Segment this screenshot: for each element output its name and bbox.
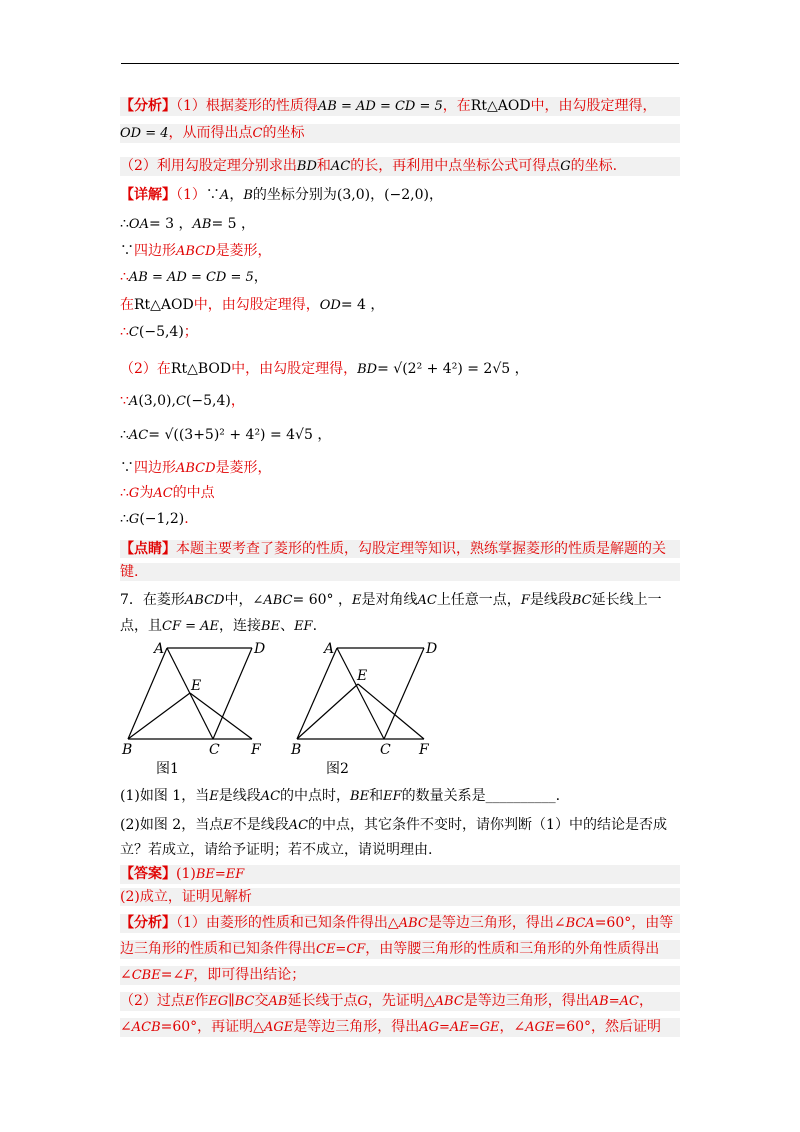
- text-run: 【分析】: [120, 915, 176, 931]
- fig2-label-C: C: [380, 742, 391, 758]
- text-line: [120, 966, 680, 985]
- text-run: AC: [330, 159, 351, 174]
- fig2-label-B: B: [291, 742, 302, 758]
- text-run: OD = 4: [120, 126, 169, 141]
- text-run: 延长线上一: [591, 592, 662, 608]
- text-run: F: [520, 593, 530, 608]
- text-run: A: [128, 394, 139, 409]
- fig2-label-F: F: [419, 742, 429, 758]
- text-run: CF = AE: [162, 619, 220, 634]
- text-run: 延长线于点: [287, 993, 358, 1009]
- fig1-DC: [213, 648, 252, 739]
- text-run: ACB: [131, 1020, 161, 1035]
- text-line: [120, 1018, 680, 1037]
- text-run: ，从而得出点: [168, 125, 253, 141]
- text-line: [120, 484, 680, 503]
- text-run: AG=AE=GE: [419, 1020, 500, 1035]
- text-run: ∴: [120, 324, 129, 340]
- text-run: 的坐标: [262, 125, 305, 141]
- text-run: EF: [383, 789, 402, 804]
- text-run: 作: [194, 993, 209, 1009]
- text-run: ∴: [120, 269, 129, 285]
- geometry-figures-svg: [118, 638, 448, 778]
- text-line: [120, 360, 680, 379]
- text-run: =60°，然后证明: [554, 1019, 662, 1035]
- text-run: = 5 ，: [211, 216, 256, 232]
- text-run: 上任意一点，: [436, 592, 521, 608]
- figure-caption-1: 图1: [156, 761, 179, 777]
- text-run: Rt△AOD: [134, 297, 194, 313]
- text-line: [120, 841, 680, 859]
- fig1-AB: [128, 648, 167, 739]
- text-line: [120, 816, 680, 835]
- text-run: E: [184, 994, 195, 1009]
- text-run: 是线段: [529, 592, 572, 608]
- text-run: G: [128, 512, 140, 527]
- text-run: (−5,4): [185, 393, 231, 409]
- text-run: ；: [183, 324, 198, 340]
- text-run: =60°，由等: [594, 915, 674, 931]
- text-run: ∵: [120, 460, 134, 476]
- text-run: 中，由勾股定理得，: [231, 361, 358, 377]
- text-line: [120, 888, 680, 906]
- text-run: G: [128, 486, 140, 501]
- text-run: ∵: [120, 393, 129, 409]
- fig2-label-E: E: [357, 668, 368, 684]
- text-line: [120, 392, 680, 411]
- text-line: [120, 459, 680, 478]
- text-line: [120, 914, 680, 933]
- text-run: 边三角形的性质和已知条件得出: [120, 941, 316, 957]
- text-run: 是等边三角形，得出: [463, 993, 590, 1009]
- text-run: （1）: [176, 187, 206, 203]
- text-run: G: [560, 159, 571, 174]
- text-run: ，由等腰三角形的性质和三角形的外角性质得出: [365, 941, 660, 957]
- text-run: BE: [261, 619, 281, 634]
- text-run: 中，: [224, 592, 253, 608]
- text-run: 不是线段: [232, 817, 289, 833]
- fig2-label-A: A: [324, 641, 335, 657]
- fig2-AB: [297, 648, 337, 739]
- text-run: OA: [128, 217, 149, 232]
- text-run: AB: [268, 994, 288, 1009]
- text-run: 的中点: [172, 485, 215, 501]
- text-run: 键.: [120, 564, 139, 580]
- text-run: .: [312, 618, 318, 634]
- text-run: E: [223, 818, 233, 833]
- text-run: （2）过点: [120, 993, 185, 1009]
- fig2-label-D: D: [426, 641, 438, 657]
- text-run: （1）由菱形的性质和已知条件得出△: [176, 915, 399, 931]
- text-run: 【分析】: [120, 98, 176, 114]
- text-run: E: [351, 593, 362, 608]
- text-run: Rt△BOD: [170, 361, 232, 377]
- text-run: OD: [319, 298, 341, 313]
- text-line: [120, 215, 680, 234]
- text-run: 四边形: [134, 243, 176, 259]
- text-run: ABC: [434, 994, 464, 1009]
- text-run: ∴: [120, 427, 129, 443]
- text-run: 是等边三角形，得出: [293, 1019, 420, 1035]
- text-run: 【点睛】: [120, 541, 176, 557]
- text-run: 立？若成立，请给予证明；若不成立，请说明理由.: [120, 842, 433, 858]
- text-run: (−1,2): [139, 511, 185, 527]
- text-run: （2）利用勾股定理分别求出: [120, 158, 297, 174]
- text-line: [120, 617, 680, 636]
- fig1-label-E: E: [191, 678, 202, 694]
- text-run: ∴: [120, 216, 129, 232]
- text-run: EG: [208, 994, 229, 1009]
- fig1-EF: [190, 693, 252, 739]
- text-run: ，在: [442, 98, 471, 114]
- text-run: AC: [260, 789, 281, 804]
- text-line: [120, 992, 680, 1011]
- text-line: [120, 242, 680, 261]
- text-run: (−2,0): [384, 187, 429, 203]
- text-run: 本题主要考查了菱形的性质，勾股定理等知识，熟练掌握菱形的性质是解题的关: [176, 541, 666, 557]
- text-run: 和: [316, 158, 331, 174]
- text-line: [120, 563, 680, 581]
- text-run: C: [252, 126, 263, 141]
- figure-1: [128, 648, 252, 739]
- text-run: AGE: [263, 1020, 294, 1035]
- text-run: AB=AC: [589, 994, 639, 1009]
- text-run: 点，且: [120, 618, 162, 634]
- text-run: EF: [294, 619, 313, 634]
- figure-caption-2: 图2: [326, 761, 349, 777]
- text-run: AGE: [525, 1020, 555, 1035]
- text-run: =∠: [160, 967, 185, 983]
- text-run: ，: [370, 187, 385, 203]
- text-run: ，: [638, 993, 653, 1009]
- text-run: ABC: [398, 916, 428, 931]
- text-run: E: [209, 789, 219, 804]
- header-rule: [121, 63, 679, 64]
- text-run: AC: [417, 593, 437, 608]
- text-run: BD: [357, 362, 378, 377]
- text-run: ，: [229, 187, 244, 203]
- text-run: (2)成立，证明见解析: [120, 889, 252, 905]
- text-run: AC: [153, 486, 173, 501]
- text-run: 的长，再利用中点坐标公式可得点: [350, 158, 561, 174]
- text-run: ，即可得出结论；: [193, 967, 306, 983]
- text-line: [120, 268, 680, 287]
- text-run: F: [184, 968, 194, 983]
- text-run: 是菱形，: [215, 243, 272, 259]
- text-run: 是对角线: [361, 592, 418, 608]
- text-run: C: [175, 394, 186, 409]
- text-line: [120, 540, 680, 558]
- text-run: ∠: [120, 967, 132, 983]
- text-line: [120, 124, 680, 143]
- text-run: BD: [296, 159, 317, 174]
- text-run: AB = AD = CD = 5: [317, 99, 443, 114]
- text-run: ABCD: [176, 244, 216, 259]
- text-run: 中，由勾股定理得，: [193, 297, 320, 313]
- text-run: ，: [429, 187, 443, 203]
- text-run: 的坐标分别为: [252, 187, 337, 203]
- text-run: =60°，再证明△: [160, 1019, 264, 1035]
- text-run: 7．在菱形: [120, 592, 185, 608]
- text-run: A: [219, 188, 230, 203]
- text-run: = 60° ，: [292, 592, 352, 608]
- text-line: [120, 426, 680, 445]
- text-run: ，: [253, 269, 268, 285]
- text-run: = 4 ，: [340, 297, 385, 313]
- text-run: ∵: [120, 243, 134, 259]
- text-line: [120, 787, 680, 806]
- text-run: BE=EF: [195, 867, 245, 882]
- fig1-label-C: C: [209, 742, 220, 758]
- text-run: ，: [230, 393, 245, 409]
- fig1-label-B: B: [122, 742, 133, 758]
- text-run: 是菱形，: [215, 460, 272, 476]
- text-run: ∠ABC: [252, 593, 293, 608]
- text-run: ABCD: [176, 461, 216, 476]
- figure-2: [297, 648, 424, 739]
- text-run: （2）在: [120, 361, 171, 377]
- text-run: ∴: [120, 485, 129, 501]
- text-run: (2)如图 2，当点: [120, 817, 224, 833]
- text-run: ，连接: [219, 618, 262, 634]
- text-run: C: [128, 325, 139, 340]
- text-run: B: [243, 188, 253, 203]
- text-run: 四边形: [134, 460, 176, 476]
- text-run: 在: [120, 297, 134, 313]
- text-run: ，∠: [499, 1019, 526, 1035]
- text-run: AC: [288, 818, 309, 833]
- text-run: BC: [571, 593, 592, 608]
- text-run: 中，由勾股定理得，: [530, 98, 657, 114]
- text-run: 【详解】: [120, 187, 176, 203]
- figures: [118, 638, 448, 778]
- text-run: （1）根据菱形的性质得: [176, 98, 318, 114]
- text-run: 为: [139, 485, 154, 501]
- text-line: [120, 323, 680, 342]
- text-run: ∥: [228, 993, 235, 1009]
- text-run: 是等边三角形，得出∠: [427, 915, 566, 931]
- text-run: CBE: [131, 968, 161, 983]
- text-run: .: [184, 511, 189, 527]
- text-run: (1)如图 1，当: [120, 788, 210, 804]
- text-line: [120, 296, 680, 315]
- text-run: AB = AD = CD = 5: [128, 270, 254, 285]
- text-run: = √(2² + 4²) = 2√5 ，: [377, 361, 529, 377]
- text-run: (3,0),: [138, 393, 176, 409]
- fig2-BE: [297, 684, 358, 739]
- fig2-DC: [384, 648, 424, 739]
- text-run: (3,0): [336, 187, 371, 203]
- text-run: ∠: [120, 1019, 132, 1035]
- text-run: BCA: [565, 916, 595, 931]
- text-run: Rt△AOD: [470, 98, 531, 114]
- text-run: 的数量关系是__________.: [401, 788, 561, 804]
- text-run: = √((3+5)² + 4²) = 4√5 ，: [148, 427, 332, 443]
- text-run: 的坐标.: [570, 158, 618, 174]
- text-run: AC: [128, 428, 149, 443]
- text-line: [120, 97, 680, 116]
- text-line: [120, 865, 680, 884]
- text-run: 交: [254, 993, 269, 1009]
- fig2-AC: [337, 648, 384, 739]
- text-run: 和: [369, 788, 384, 804]
- text-run: (−5,4): [138, 324, 184, 340]
- fig1-label-F: F: [251, 742, 261, 758]
- text-run: = 3 ，: [148, 216, 193, 232]
- text-run: ABCD: [184, 593, 225, 608]
- text-run: 【答案】: [120, 866, 176, 882]
- text-run: 的中点，其它条件不变时，请你判断（1）中的结论是否成: [308, 817, 667, 833]
- text-run: ∵: [205, 187, 220, 203]
- text-run: ∴: [120, 511, 129, 527]
- text-run: (1): [176, 866, 196, 882]
- text-run: 是线段: [218, 788, 261, 804]
- text-line: [120, 510, 680, 529]
- text-run: 、: [280, 618, 295, 634]
- text-run: ，先证明△: [367, 993, 435, 1009]
- text-line: [120, 591, 680, 610]
- text-line: [120, 157, 680, 176]
- fig2-EF: [358, 684, 424, 739]
- text-run: BE: [350, 789, 370, 804]
- text-run: 的中点时，: [280, 788, 351, 804]
- fig1-label-A: A: [154, 641, 165, 657]
- text-line: [120, 940, 680, 959]
- fig1-label-D: D: [254, 641, 266, 657]
- text-run: BC: [234, 994, 255, 1009]
- text-run: AB: [192, 217, 212, 232]
- text-line: [120, 186, 680, 205]
- text-run: G: [357, 994, 368, 1009]
- text-run: CE=CF: [316, 942, 366, 957]
